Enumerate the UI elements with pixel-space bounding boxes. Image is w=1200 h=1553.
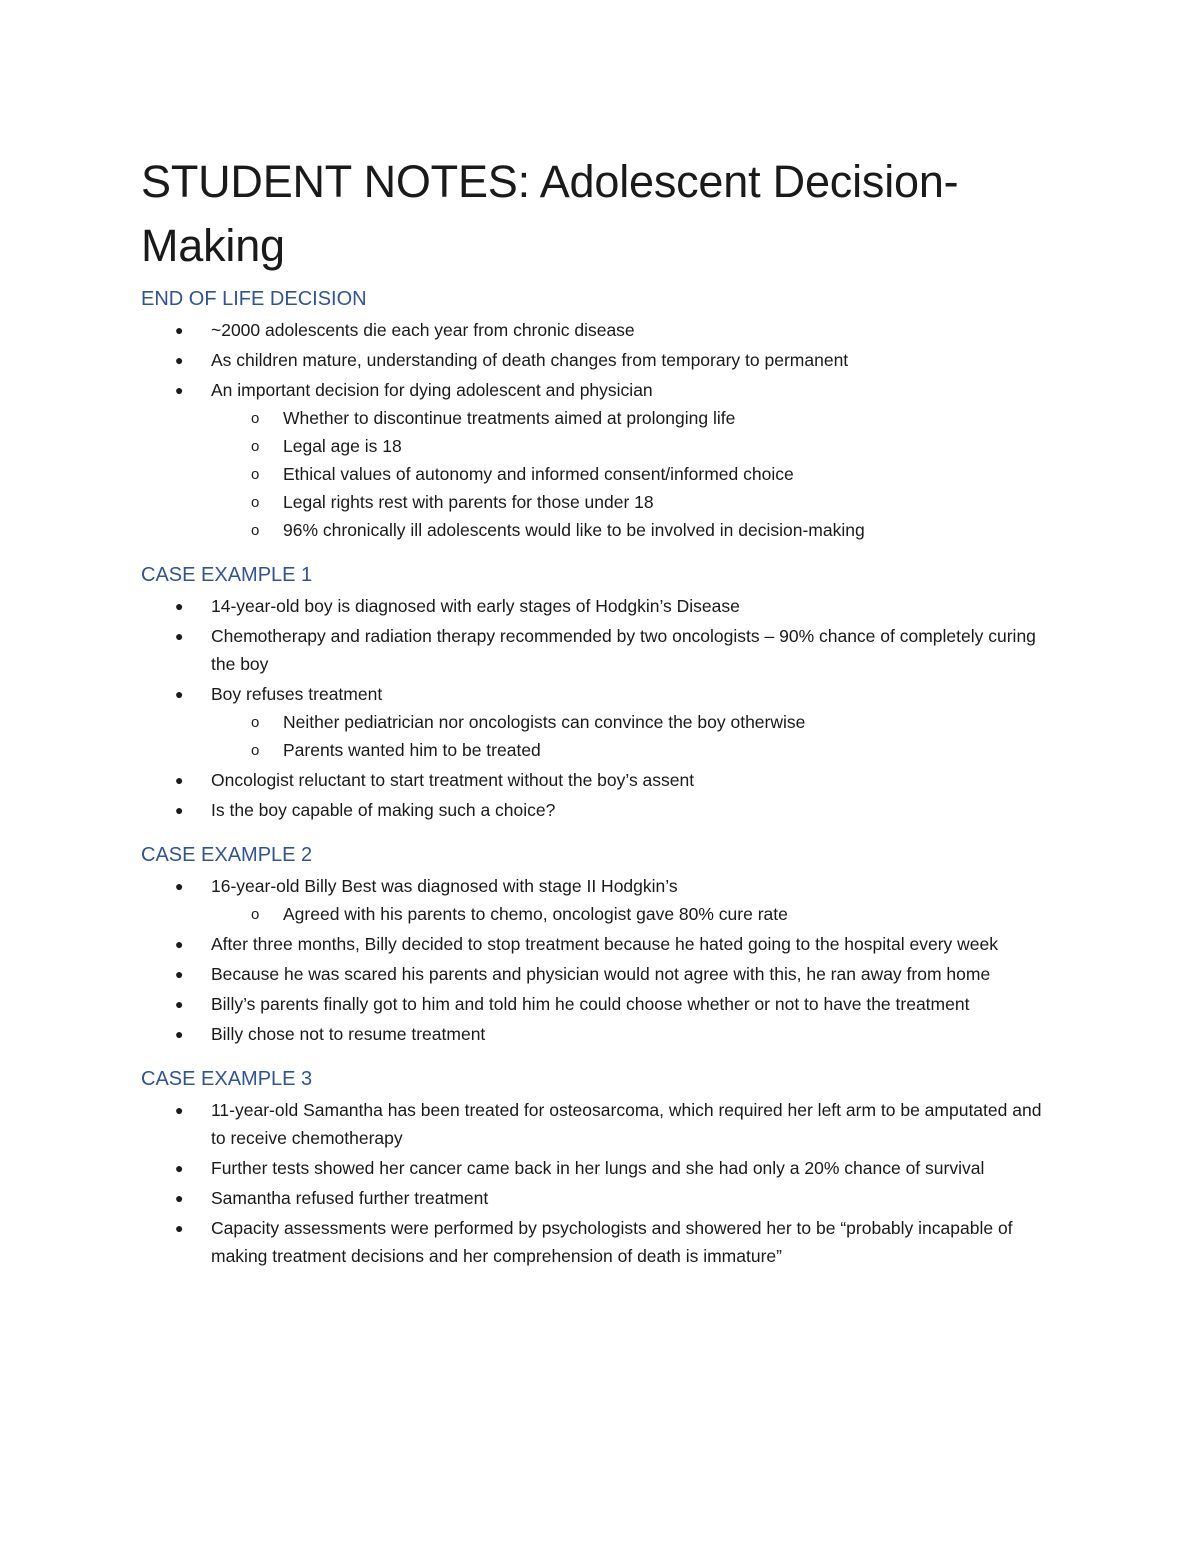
list-item-text: Capacity assessments were performed by psychologists and showered her to be “probably incapable of making treatment decisions and her comprehension of death is immature” (211, 1218, 1013, 1266)
sub-list-item (211, 736, 1046, 764)
bullet-icon: ● (175, 352, 184, 368)
list-item-text: Oncologist reluctant to start treatment without the boy’s assent (211, 770, 695, 790)
sub-list-item-text: Agreed with his parents to chemo, oncologist gave 80% cure rate (283, 904, 788, 924)
list-item (141, 930, 1046, 958)
circle-bullet-icon: o (251, 410, 260, 427)
bullet-list (141, 872, 1046, 1048)
circle-bullet-icon: o (251, 522, 260, 539)
circle-bullet-icon: o (251, 494, 260, 511)
list-item (141, 592, 1046, 620)
sub-list-item (211, 460, 1046, 488)
bullet-icon: ● (175, 802, 184, 818)
bullet-icon: ● (175, 1026, 184, 1042)
bullet-icon: ● (175, 1220, 184, 1236)
list-item-text: ~2000 adolescents die each year from chronic disease (211, 320, 635, 340)
bullet-icon: ● (175, 598, 184, 614)
bullet-icon: ● (175, 966, 184, 982)
list-item (141, 376, 1046, 544)
circle-bullet-icon: o (251, 466, 260, 483)
list-item-text: 11-year-old Samantha has been treated for osteosarcoma, which required her left arm to be amputated and to receive chemotherapy (211, 1100, 1042, 1148)
circle-bullet-icon: o (251, 742, 260, 759)
section-heading: CASE EXAMPLE 1 (141, 564, 313, 586)
section (141, 286, 1046, 544)
sub-list-item-text: Parents wanted him to be treated (283, 740, 541, 760)
sub-list-item-text: Whether to discontinue treatments aimed at prolonging life (283, 408, 736, 428)
list-item (141, 1184, 1046, 1212)
sub-list-item-text: 96% chronically ill adolescents would like to be involved in decision-making (283, 520, 865, 540)
circle-bullet-icon: o (251, 438, 260, 455)
bullet-icon: ● (175, 686, 184, 702)
bullet-icon: ● (175, 322, 184, 338)
bullet-icon: ● (175, 628, 184, 644)
list-item (141, 872, 1046, 928)
list-item-text: An important decision for dying adolescent and physician (211, 380, 653, 400)
page-title: STUDENT NOTES: Adolescent Decision-Making (141, 156, 959, 271)
list-item (141, 960, 1046, 988)
bullet-icon: ● (175, 878, 184, 894)
bullet-list (141, 316, 1046, 544)
list-item-text: Chemotherapy and radiation therapy recommended by two oncologists – 90% chance of completely curing the boy (211, 626, 1036, 674)
list-item (141, 796, 1046, 824)
list-item-text: Billy’s parents finally got to him and told him he could choose whether or not to have the treatment (211, 994, 970, 1014)
list-item-text: Is the boy capable of making such a choice? (211, 800, 556, 820)
list-item (141, 1154, 1046, 1182)
list-item (141, 680, 1046, 764)
list-item-text: Samantha refused further treatment (211, 1188, 489, 1208)
section (141, 562, 1046, 824)
sub-list-item-text: Neither pediatrician nor oncologists can convince the boy otherwise (283, 712, 806, 732)
sub-bullet-list (211, 900, 1046, 928)
list-item-text: Because he was scared his parents and physician would not agree with this, he ran away from home (211, 964, 991, 984)
list-item-text: Boy refuses treatment (211, 684, 383, 704)
list-item (141, 766, 1046, 794)
list-item (141, 622, 1046, 678)
circle-bullet-icon: o (251, 906, 260, 923)
sub-list-item (211, 516, 1046, 544)
section-heading: CASE EXAMPLE 2 (141, 844, 313, 866)
bullet-list (141, 592, 1046, 824)
document-page (141, 150, 1046, 1288)
bullet-icon: ● (175, 1190, 184, 1206)
circle-bullet-icon: o (251, 714, 260, 731)
list-item (141, 1096, 1046, 1152)
document-body (141, 286, 1046, 1270)
list-item (141, 346, 1046, 374)
sub-list-item (211, 708, 1046, 736)
sub-list-item-text: Legal age is 18 (283, 436, 402, 456)
list-item-text: After three months, Billy decided to stop treatment because he hated going to the hospital every week (211, 934, 998, 954)
list-item-text: Billy chose not to resume treatment (211, 1024, 486, 1044)
sub-bullet-list (211, 708, 1046, 764)
sub-list-item (211, 404, 1046, 432)
sub-list-item-text: Ethical values of autonomy and informed consent/informed choice (283, 464, 794, 484)
sub-bullet-list (211, 404, 1046, 544)
bullet-icon: ● (175, 1160, 184, 1176)
sub-list-item-text: Legal rights rest with parents for those under 18 (283, 492, 654, 512)
section-heading: END OF LIFE DECISION (141, 288, 367, 310)
bullet-list (141, 1096, 1046, 1270)
section (141, 842, 1046, 1048)
list-item (141, 990, 1046, 1018)
list-item-text: 16-year-old Billy Best was diagnosed with stage II Hodgkin’s (211, 876, 678, 896)
bullet-icon: ● (175, 1102, 184, 1118)
sub-list-item (211, 488, 1046, 516)
bullet-icon: ● (175, 382, 184, 398)
list-item-text: As children mature, understanding of death changes from temporary to permanent (211, 350, 849, 370)
list-item-text: 14-year-old boy is diagnosed with early stages of Hodgkin’s Disease (211, 596, 740, 616)
section (141, 1066, 1046, 1270)
bullet-icon: ● (175, 996, 184, 1012)
bullet-icon: ● (175, 936, 184, 952)
sub-list-item (211, 432, 1046, 460)
sub-list-item (211, 900, 1046, 928)
list-item (141, 316, 1046, 344)
section-heading: CASE EXAMPLE 3 (141, 1068, 313, 1090)
list-item (141, 1214, 1046, 1270)
list-item-text: Further tests showed her cancer came back in her lungs and she had only a 20% chance of survival (211, 1158, 985, 1178)
list-item (141, 1020, 1046, 1048)
bullet-icon: ● (175, 772, 184, 788)
